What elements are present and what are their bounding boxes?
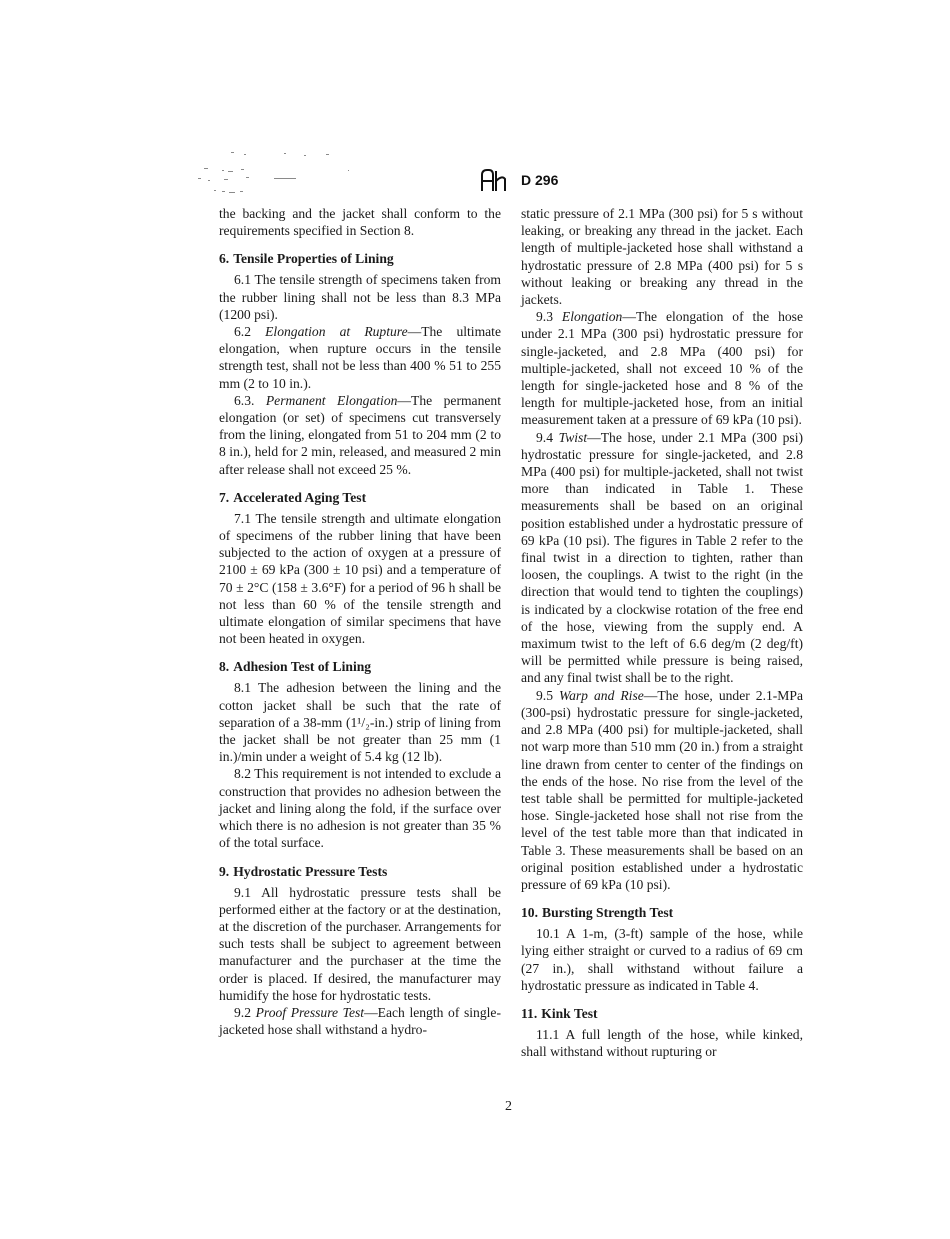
paragraph-9-1: 9.1 All hydrostatic pressure tests shall be performed either at the factory or at the destination, at the discretion of the purchaser. Arrangements for such tests shall be subject to agreement between manufacturer and the purchaser at the time the order is placed. If desired, the manufacturer may humidify the hose for hydrostatic tests. xyxy=(219,884,501,1003)
paragraph-9-2: 9.2 Proof Pressure Test—Each length of single-jacketed hose shall withstand a hydro- xyxy=(219,1004,501,1038)
astm-logo xyxy=(478,167,510,195)
left-column xyxy=(219,205,501,1038)
paragraph-6-3: 6.3. Permanent Elongation—The permanent elongation (or set) of specimens cut transversely from the lining, elongated from 51 to 204 mm (2 to 8 in.), held for 2 min, released, and measured 2 min after release shall not exceed 25 %. xyxy=(219,392,501,477)
page-number: 2 xyxy=(505,1099,512,1114)
paragraph-9-5: 9.5 Warp and Rise—The hose, under 2.1-MPa (300-psi) hydrostatic pressure for single-jacketed, and 2.8 MPa (400 psi) for multiple-jacketed, shall not warp more than 510 mm (20 in.) from a straight line drawn from center to center of the findings on the ends of the hose. No rise from the level of the test table shall be permitted for multiple-jacketed hose. Single-jacketed hose shall not rise from the level of the test table more than that indicated in Table 3. These measurements shall be based on an original position established under a hydrostatic pressure of 69 kPa (10 psi). xyxy=(521,687,803,892)
scan-artifact xyxy=(196,150,356,200)
paragraph-10-1: 10.1 A 1-m, (3-ft) sample of the hose, while lying either straight or curved to a radius of 69 cm (27 in.), shall withstand without failure a hydrostatic pressure as indicated in Table 4. xyxy=(521,926,803,993)
section-heading-8: 8. Adhesion Test of Lining xyxy=(219,659,372,675)
section-heading-6: 6. Tensile Properties of Lining xyxy=(219,251,394,267)
continued-paragraph: static pressure of 2.1 MPa (300 psi) for 5 s without leaking, or breaking any thread in the jacket. Each length of multiple-jacketed hose shall withstand a hydrostatic pressure of 2.8 MPa (400 psi) for 5 s without leaking or breaking any thread in the jackets. xyxy=(521,206,803,308)
paragraph-9-3: 9.3 Elongation—The elongation of the hose under 2.1 MPa (300 psi) hydrostatic pressure for single-jacketed, and 2.8 MPa (400 psi) for multiple-jacketed, shall not exceed 10 % of the length for single-jacketed hose and 8 % of the length for multiple-jacketed hose, from an initial measurement taken at a pressure of 69 kPa (10 psi). xyxy=(521,309,803,428)
paragraph-11-1: 11.1 A full length of the hose, while kinked, shall withstand without rupturing or xyxy=(521,1026,803,1060)
paragraph-8-1: 8.1 The adhesion between the lining and the cotton jacket shall be such that the rate of separation of a 38-mm (1¹/₂-in.) strip of lining from the jacket shall be not greater than 25 mm (1 in.)/min under a weight of 5.4 kg (12 lb). xyxy=(219,680,501,765)
section-heading-7: 7. Accelerated Aging Test xyxy=(219,489,367,505)
section-heading-10: 10. Bursting Strength Test xyxy=(521,905,674,921)
right-column xyxy=(521,205,803,1060)
section-heading-11: 11. Kink Test xyxy=(521,1005,598,1021)
standard-designation: D 296 xyxy=(521,172,559,188)
paragraph-6-2: 6.2 Elongation at Rupture—The ultimate elongation, when rupture occurs in the tensile strength test, shall not be less than 400 % 51 to 255 mm (2 to 10 in.). xyxy=(219,324,501,391)
paragraph-8-2: 8.2 This requirement is not intended to exclude a construction that provides no adhesion between the jacket and lining along the fold, if the surface over which there is no adhesion is not greater than 35 % of the total surface. xyxy=(219,766,501,851)
logo-mark-text: astm-logo xyxy=(478,167,482,168)
paragraph-7-1: 7.1 The tensile strength and ultimate elongation of specimens of the rubber lining that have been subjected to the action of oxygen at a pressure of 2100 ± 69 kPa (300 ± 10 psi) and a temperature of 70 ± 2°C (158 ± 3.6°F) for a period of 96 h shall be not less than 60 % of the tensile strength and ultimate elongation of similar specimens that have not been heated in oxygen. xyxy=(219,510,501,647)
paragraph-6-1: 6.1 The tensile strength of specimens taken from the rubber lining shall not be less than 8.3 MPa (1200 psi). xyxy=(219,272,501,322)
paragraph-9-4: 9.4 Twist—The hose, under 2.1 MPa (300 psi) hydrostatic pressure for single-jacketed, and 2.8 MPa (400 psi) for multiple-jacketed, shall not twist more than indicated in Table 1. These measurements shall be based on an original position established under a hydrostatic pressure of 69 kPa (10 psi). The figures in Table 2 refer to the final twist in a direction to tighten, rather than loosen, the couplings. A twist to the right (in the direction that would tend to tighten the couplings) is indicated by a clockwise rotation of the free end of the hose, viewing from the supply end. A maximum twist to the left of 6.6 deg/m (2 deg/ft) will be permitted while pressure is being raised, and any final twist shall be to the right. xyxy=(521,429,803,686)
continued-paragraph: the backing and the jacket shall conform to the requirements specified in Section 8. xyxy=(219,206,501,239)
section-heading-9: 9. Hydrostatic Pressure Tests xyxy=(219,863,388,879)
